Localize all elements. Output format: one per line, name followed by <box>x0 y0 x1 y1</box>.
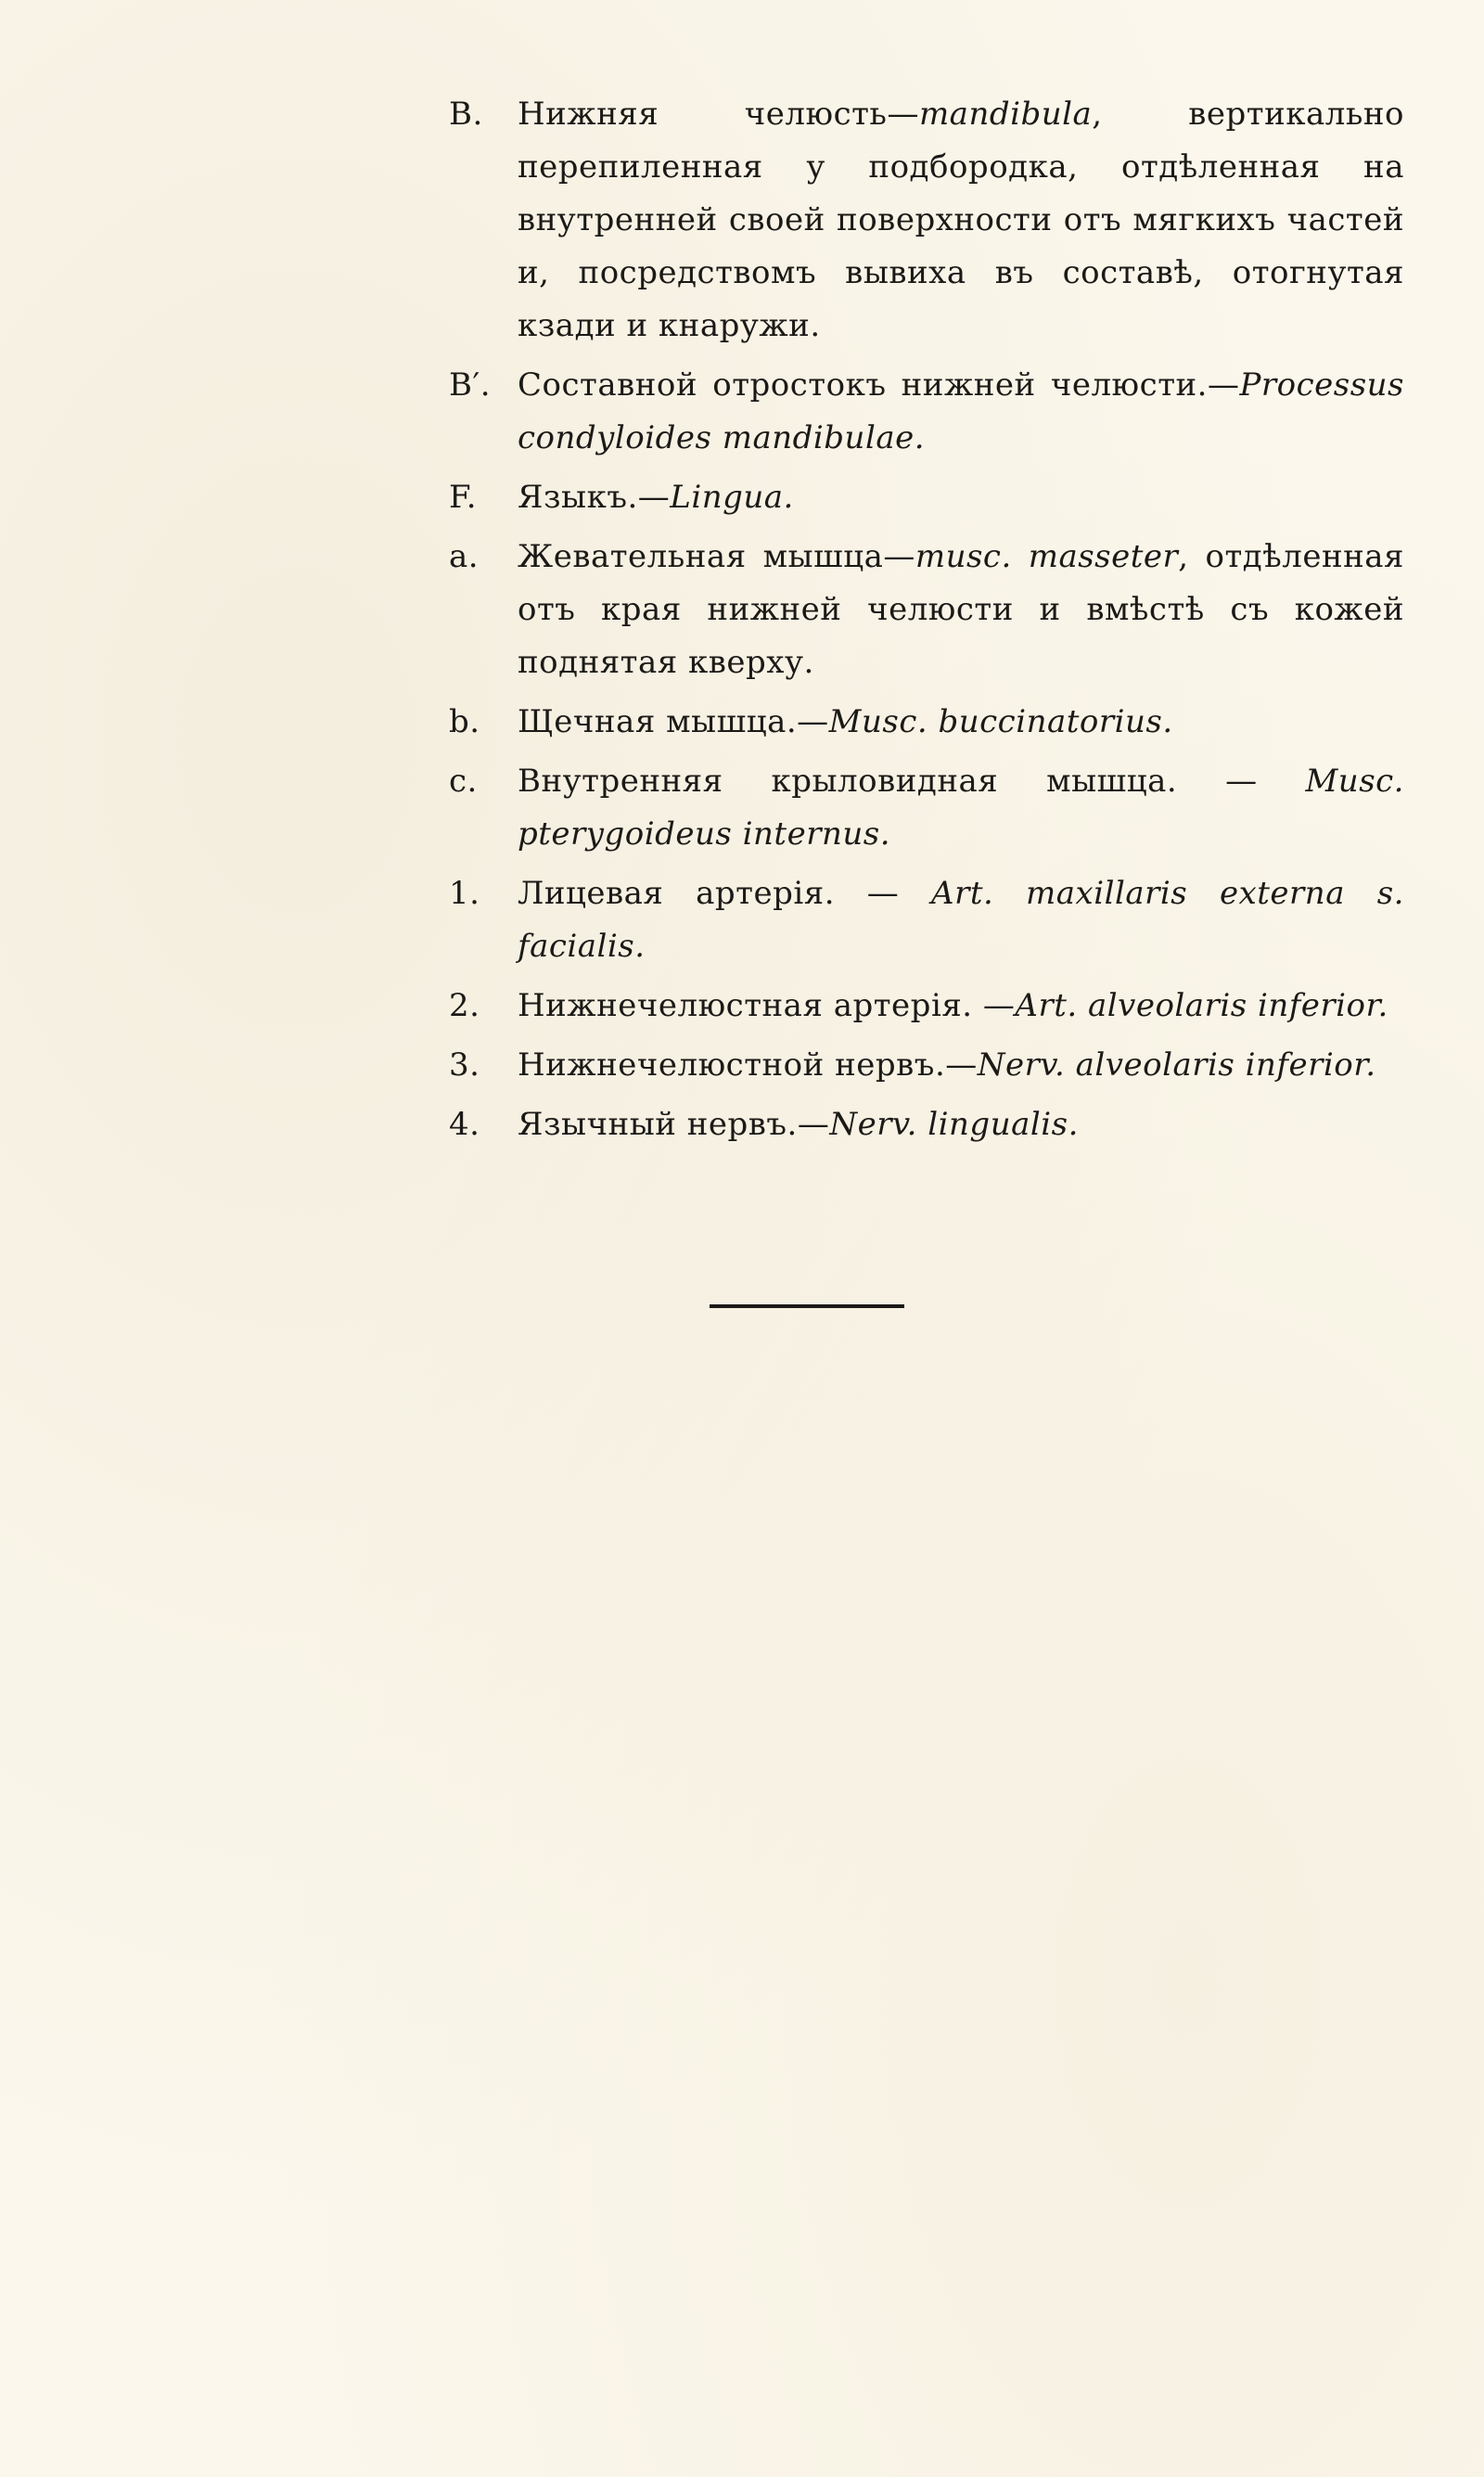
entry-latin: Art. maxillaris externa s. facialis. <box>518 875 1404 965</box>
entry-rest: , вертикально перепиленная у подбородка, отдѣленная на внутренней своей поверхности отъ мягкихъ частей и, посредствомъ вывиха въ составѣ, отогнутая кзади и кнаружи. <box>518 96 1404 344</box>
legend-entry-c <box>449 755 1404 861</box>
entry-text <box>518 696 1404 749</box>
entry-text <box>518 471 1404 524</box>
legend-entry-B-prime <box>449 359 1404 465</box>
entry-russian: Языкъ.— <box>518 479 671 516</box>
figure-legend <box>449 88 1404 1158</box>
entry-label: 4. <box>449 1106 480 1143</box>
entry-latin: Art. alveolaris inferior. <box>1015 987 1388 1024</box>
entry-latin: musc. masseter <box>915 538 1179 575</box>
entry-text <box>518 755 1404 861</box>
entry-text <box>518 980 1404 1033</box>
legend-entry-3 <box>449 1039 1404 1092</box>
entry-latin: Nerv. lingualis. <box>829 1106 1079 1143</box>
entry-russian: Внутренняя крыловидная мышца. — <box>518 763 1306 800</box>
entry-label: B. <box>449 96 483 133</box>
entry-latin: Lingua. <box>670 479 794 516</box>
entry-label: 3. <box>449 1046 480 1084</box>
legend-entry-1 <box>449 867 1404 973</box>
entry-russian: Щечная мышца.— <box>518 703 829 740</box>
entry-latin: mandibula <box>918 96 1093 133</box>
section-divider-rule <box>710 1304 904 1308</box>
entry-label: F. <box>449 479 478 516</box>
entry-russian: Жевательная мышца— <box>518 538 915 575</box>
entry-russian: Составной отростокъ нижней челюсти.— <box>518 366 1240 404</box>
legend-entry-2 <box>449 980 1404 1033</box>
entry-russian: Язычный нервъ.— <box>518 1106 830 1143</box>
entry-text <box>518 1039 1404 1092</box>
entry-latin: Nerv. alveolaris inferior. <box>977 1046 1376 1084</box>
entry-russian: Нижнечелюстная артерія. — <box>518 987 1016 1024</box>
legend-entry-b <box>449 696 1404 749</box>
entry-rest: , отдѣленная отъ края нижней челюсти и вмѣстѣ съ кожей поднятая кверху. <box>518 538 1404 681</box>
entry-label: a. <box>449 538 480 575</box>
entry-latin: Musc. pterygoideus internus. <box>518 763 1404 853</box>
entry-russian: Нижнечелюстной нервъ.— <box>518 1046 978 1084</box>
legend-entry-4 <box>449 1098 1404 1151</box>
entry-label: 2. <box>449 987 480 1024</box>
entry-text <box>518 867 1404 973</box>
legend-entry-B <box>449 88 1404 353</box>
entry-latin: Processus condyloides mandibulae. <box>518 366 1404 456</box>
legend-entry-a <box>449 531 1404 689</box>
entry-label: 1. <box>449 875 480 912</box>
entry-text <box>518 531 1404 689</box>
entry-text <box>518 359 1404 465</box>
legend-entry-F <box>449 471 1404 524</box>
entry-russian: Нижняя челюсть— <box>518 96 919 133</box>
entry-text <box>518 1098 1404 1151</box>
entry-label: b. <box>449 703 480 740</box>
entry-latin: Musc. buccinatorius. <box>828 703 1173 740</box>
entry-text <box>518 88 1404 353</box>
entry-label: c. <box>449 763 478 800</box>
entry-russian: Лицевая артерія. — <box>518 875 932 912</box>
entry-label: B′. <box>449 366 492 404</box>
